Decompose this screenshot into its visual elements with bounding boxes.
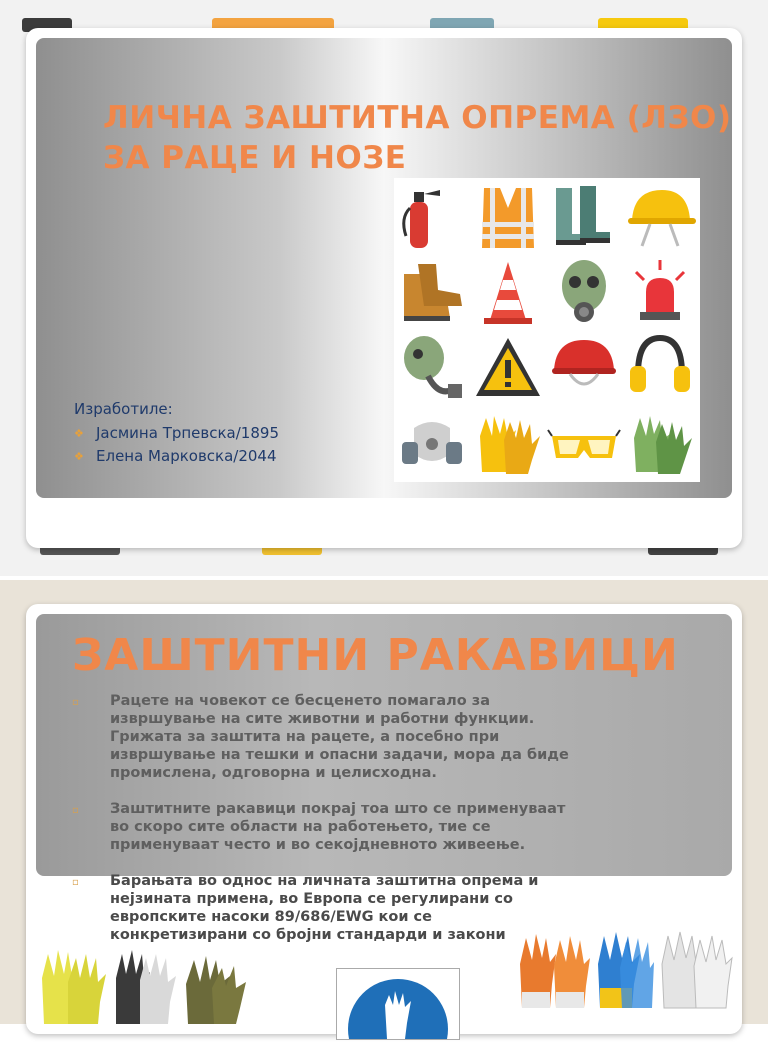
paragraph: ▫ Барањата во однос на личната заштитна опрема и нејзината примена, во Европа се регулирани со европските насоки 89/686/EWG кои се конкретизирани со бројни стандарди и закони — [72, 873, 539, 943]
work-boots-icon — [394, 254, 470, 330]
gas-mask-hose-icon — [394, 330, 470, 406]
ppe-icons-image — [394, 178, 700, 482]
square-bullet-icon: ▫ — [72, 877, 79, 888]
authors-list — [74, 422, 279, 468]
yellow-knit-gloves-image — [38, 944, 110, 1024]
square-bullet-icon: ▫ — [72, 697, 79, 708]
red-helmet-icon — [546, 330, 622, 406]
rubber-boots-icon — [546, 178, 622, 254]
hard-hat-icon — [622, 178, 698, 254]
author-item: ❖ Елена Марковска/2044 — [74, 445, 279, 468]
gas-mask-icon — [546, 254, 622, 330]
mandatory-gloves-sign-icon — [337, 969, 459, 1039]
kevlar-gloves-image — [180, 948, 252, 1024]
safety-goggles-icon — [546, 406, 622, 482]
mandatory-gloves-sign — [336, 968, 460, 1040]
slide-1-title: ЛИЧНА ЗАШТИТНА ОПРЕМА (ЛЗО) ЗА РАЦЕ И НОЗЕ — [103, 100, 732, 176]
fire-extinguisher-icon — [394, 178, 470, 254]
paragraph: ▫ Рацете на човекот се бесценето помагало за извршување на сите животни и работни функции. Грижата за заштита на рацете, а посебно при извршување на тешки и опасни задачи, мора да биде промислена, одговорна и целисходна. — [72, 693, 569, 781]
diamond-bullet-icon: ❖ — [74, 450, 84, 463]
paragraph: ▫ Заштитните ракавици покрај тоа што се применуваат во скоро сите области на работењето, тие се применуваат често и во секојдневното живеење. — [72, 801, 566, 853]
yellow-gloves-icon — [470, 406, 546, 482]
blue-yellow-gloves-image — [594, 928, 656, 1010]
safety-vest-icon — [470, 178, 546, 254]
traffic-cone-icon — [470, 254, 546, 330]
black-white-gloves-image — [112, 944, 178, 1024]
warning-sign-icon — [470, 330, 546, 406]
authors-heading: Изработиле: — [74, 400, 173, 418]
siren-light-icon — [622, 254, 698, 330]
ear-muffs-icon — [622, 330, 698, 406]
white-gloves-image — [658, 928, 734, 1010]
green-gloves-icon — [622, 406, 698, 482]
square-bullet-icon: ▫ — [72, 805, 79, 816]
orange-coated-gloves-image — [516, 930, 592, 1010]
author-item: ❖ Јасмина Трпевска/1895 — [74, 422, 279, 445]
respirator-icon — [394, 406, 470, 482]
slide-2-title: ЗАШТИТНИ РАКАВИЦИ — [72, 630, 679, 681]
diamond-bullet-icon: ❖ — [74, 427, 84, 440]
